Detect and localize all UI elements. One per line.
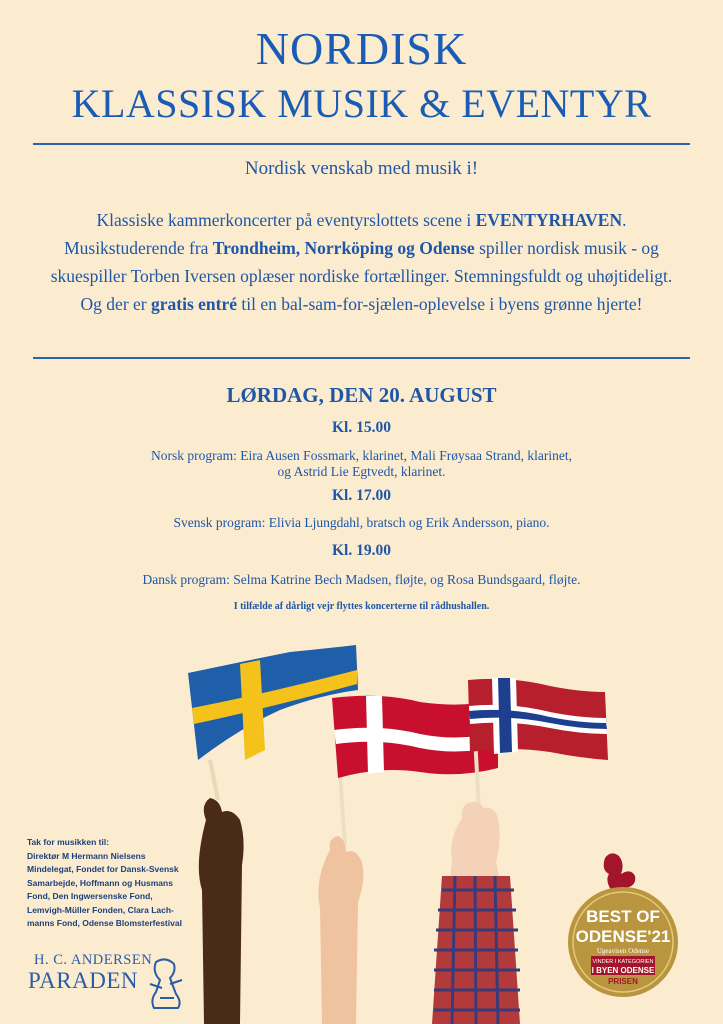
event-date: LØRDAG, DEN 20. AUGUST — [226, 383, 497, 407]
thanks-line-6: manns Fond, Odense Blomsterfestival — [27, 918, 182, 928]
slot-time-1: Kl. 15.00 — [332, 419, 391, 436]
slot-time-3: Kl. 19.00 — [332, 542, 391, 559]
slot-program-1 — [0, 448, 723, 480]
intro-paragraph — [40, 206, 683, 318]
thanks-line-3: Samarbejde, Hoffmann og Husmans — [27, 877, 173, 888]
badge-line-3: Ugeavisen Odense — [596, 947, 650, 955]
badge-line-5: I BYEN ODENSE — [591, 966, 655, 975]
thanks-line-2: Mindelegat, Fondet for Dansk-Svensk — [27, 864, 179, 874]
title-line-1: NORDISK — [255, 23, 468, 74]
swedish-flag-icon — [188, 645, 358, 800]
flags-illustration — [180, 640, 620, 1024]
storyteller-figure-icon — [146, 954, 186, 1010]
intro-bold-2: Trondheim, Norrköping og Odense — [212, 238, 475, 258]
title-line-2: KLASSISK MUSIK & EVENTYR — [71, 81, 652, 126]
badge-line-2: ODENSE'21 — [575, 927, 671, 946]
slot-program-1-line-1: Norsk program: Eira Ausen Fossmark, klarinet, Mali Frøysaa Strand, klarinet, — [150, 448, 573, 463]
hand-middle-icon — [318, 836, 363, 1024]
hand-right-icon — [432, 802, 520, 1024]
slot-program-2: Svensk program: Elivia Ljungdahl, bratsch og Erik Andersson, piano. — [173, 515, 550, 530]
intro-text-1: Klassiske kammerkoncerter på eventyrslottets scene i — [96, 210, 476, 230]
badge-line-4: VINDER I KATEGORIEN — [592, 959, 654, 965]
slot-program-1-line-2: og Astrid Lie Egtvedt, klarinet. — [277, 464, 446, 479]
thanks-line-5: Lemvigh-Müller Fonden, Clara Lach- — [27, 904, 174, 915]
top-divider — [33, 143, 690, 145]
subtitle: Nordisk venskab med musik i! — [244, 158, 479, 179]
intro-text-3: spiller nordisk musik - og skuespiller Torben Iversen oplæser nordiske fortællinger. Stemningsfuldt og uhøjtideligt. Og der er — [50, 238, 673, 314]
hand-left-icon — [199, 798, 244, 1024]
badge-line-1: BEST OF — [586, 907, 660, 926]
badge-line-6: PRISEN — [608, 977, 638, 986]
logo-line-1: H. C. ANDERSEN — [34, 952, 153, 968]
middle-divider — [33, 357, 690, 359]
weather-note: I tilfælde af dårligt vejr flyttes koncerterne til rådhushallen. — [233, 601, 490, 612]
hc-andersen-paraden-logo — [28, 948, 188, 1012]
slot-program-3: Dansk program: Selma Katrine Bech Madsen, fløjte, og Rosa Bundsgaard, fløjte. — [142, 572, 581, 587]
intro-text-4: til en bal-sam-for-sjælen-oplevelse i byens grønne hjerte! — [237, 294, 643, 314]
thanks-list — [27, 836, 182, 931]
thanks-line-4: Fond, Den Ingwersenske Fond, — [27, 891, 153, 901]
thanks-line-1: Direktør M Hermann Nielsens — [27, 850, 146, 861]
thanks-heading: Tak for musikken til: — [27, 837, 110, 847]
intro-bold-1: EVENTYRHAVEN — [475, 210, 623, 230]
logo-line-2: PARADEN — [28, 968, 139, 993]
best-of-odense-badge — [565, 850, 685, 1000]
intro-bold-3: gratis entré — [151, 294, 238, 314]
intro-text-2: . Musikstuderende fra — [64, 210, 627, 258]
slot-time-2: Kl. 17.00 — [332, 487, 391, 504]
